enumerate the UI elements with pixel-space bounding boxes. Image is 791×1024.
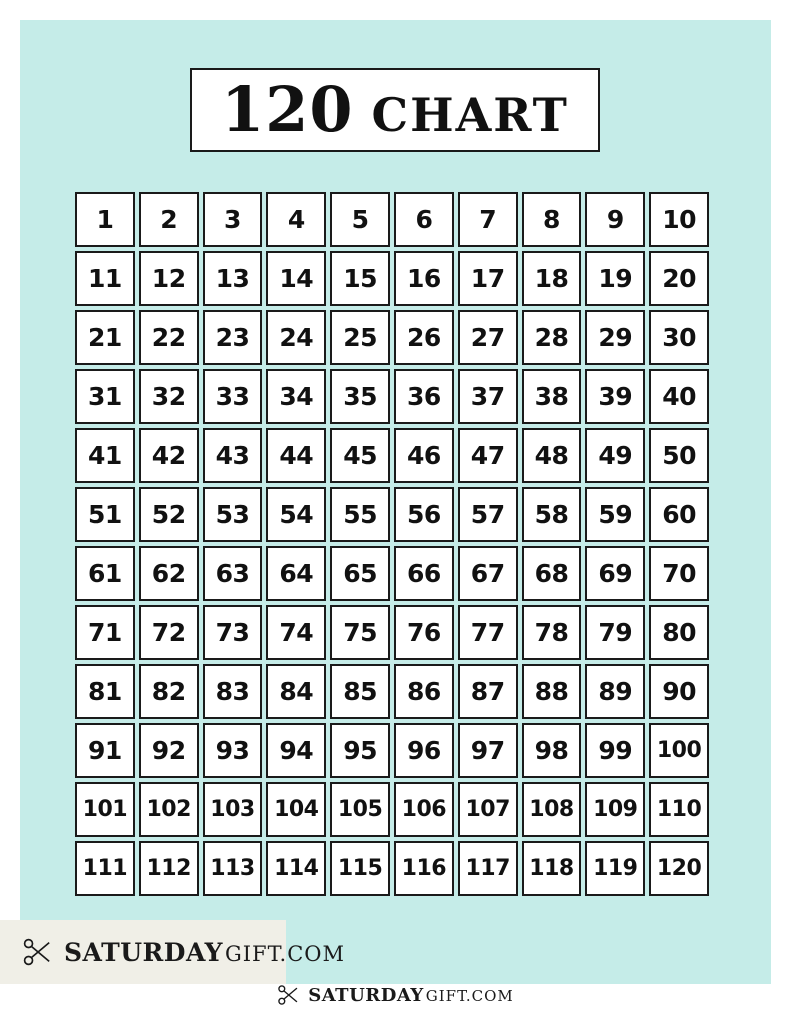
grid-cell: 25 xyxy=(330,310,390,365)
grid-cell: 111 xyxy=(75,841,135,896)
grid-cell: 85 xyxy=(330,664,390,719)
grid-cell: 99 xyxy=(585,723,645,778)
grid-cell: 74 xyxy=(266,605,326,660)
grid-cell: 11 xyxy=(75,251,135,306)
grid-cell: 89 xyxy=(585,664,645,719)
brand-secondary: GIFT.COM xyxy=(224,941,345,966)
grid-cell: 110 xyxy=(649,782,709,837)
grid-cell: 88 xyxy=(522,664,582,719)
grid-cell: 113 xyxy=(203,841,263,896)
grid-cell: 81 xyxy=(75,664,135,719)
grid-cell: 5 xyxy=(330,192,390,247)
grid-cell: 78 xyxy=(522,605,582,660)
grid-cell: 61 xyxy=(75,546,135,601)
grid-cell: 77 xyxy=(458,605,518,660)
grid-cell: 86 xyxy=(394,664,454,719)
grid-cell: 116 xyxy=(394,841,454,896)
grid-cell: 14 xyxy=(266,251,326,306)
grid-cell: 50 xyxy=(649,428,709,483)
grid-cell: 51 xyxy=(75,487,135,542)
grid-cell: 23 xyxy=(203,310,263,365)
grid-cell: 21 xyxy=(75,310,135,365)
scissors-icon xyxy=(22,937,52,967)
brand-primary: SATURDAY xyxy=(308,984,424,1006)
grid-cell: 28 xyxy=(522,310,582,365)
grid-cell: 107 xyxy=(458,782,518,837)
grid-cell: 119 xyxy=(585,841,645,896)
grid-cell: 20 xyxy=(649,251,709,306)
grid-cell: 105 xyxy=(330,782,390,837)
grid-cell: 53 xyxy=(203,487,263,542)
grid-cell: 63 xyxy=(203,546,263,601)
grid-cell: 2 xyxy=(139,192,199,247)
grid-cell: 109 xyxy=(585,782,645,837)
grid-cell: 44 xyxy=(266,428,326,483)
grid-cell: 36 xyxy=(394,369,454,424)
grid-cell: 33 xyxy=(203,369,263,424)
grid-cell: 22 xyxy=(139,310,199,365)
grid-cell: 73 xyxy=(203,605,263,660)
grid-cell: 68 xyxy=(522,546,582,601)
grid-cell: 108 xyxy=(522,782,582,837)
grid-cell: 19 xyxy=(585,251,645,306)
grid-cell: 18 xyxy=(522,251,582,306)
grid-cell: 37 xyxy=(458,369,518,424)
grid-cell: 82 xyxy=(139,664,199,719)
grid-cell: 67 xyxy=(458,546,518,601)
grid-cell: 41 xyxy=(75,428,135,483)
grid-cell: 95 xyxy=(330,723,390,778)
grid-cell: 3 xyxy=(203,192,263,247)
grid-cell: 35 xyxy=(330,369,390,424)
brand-primary: SATURDAY xyxy=(64,937,223,967)
grid-cell: 60 xyxy=(649,487,709,542)
grid-cell: 75 xyxy=(330,605,390,660)
grid-cell: 84 xyxy=(266,664,326,719)
grid-cell: 64 xyxy=(266,546,326,601)
grid-cell: 9 xyxy=(585,192,645,247)
grid-cell: 48 xyxy=(522,428,582,483)
title-word: CHART xyxy=(371,88,569,142)
grid-cell: 10 xyxy=(649,192,709,247)
grid-cell: 34 xyxy=(266,369,326,424)
page-title xyxy=(221,73,569,146)
grid-cell: 115 xyxy=(330,841,390,896)
grid-cell: 17 xyxy=(458,251,518,306)
grid-cell: 15 xyxy=(330,251,390,306)
grid-cell: 13 xyxy=(203,251,263,306)
grid-cell: 58 xyxy=(522,487,582,542)
grid-cell: 52 xyxy=(139,487,199,542)
grid-cell: 8 xyxy=(522,192,582,247)
number-grid xyxy=(75,192,709,896)
grid-cell: 7 xyxy=(458,192,518,247)
grid-cell: 26 xyxy=(394,310,454,365)
grid-cell: 118 xyxy=(522,841,582,896)
grid-cell: 38 xyxy=(522,369,582,424)
grid-cell: 69 xyxy=(585,546,645,601)
grid-cell: 70 xyxy=(649,546,709,601)
grid-cell: 24 xyxy=(266,310,326,365)
grid-cell: 91 xyxy=(75,723,135,778)
grid-cell: 93 xyxy=(203,723,263,778)
grid-cell: 94 xyxy=(266,723,326,778)
grid-cell: 62 xyxy=(139,546,199,601)
grid-cell: 1 xyxy=(75,192,135,247)
grid-cell: 49 xyxy=(585,428,645,483)
grid-cell: 31 xyxy=(75,369,135,424)
grid-cell: 117 xyxy=(458,841,518,896)
grid-cell: 80 xyxy=(649,605,709,660)
grid-cell: 92 xyxy=(139,723,199,778)
grid-cell: 27 xyxy=(458,310,518,365)
grid-cell: 46 xyxy=(394,428,454,483)
brand-wordmark xyxy=(308,985,514,1006)
grid-cell: 103 xyxy=(203,782,263,837)
grid-cell: 40 xyxy=(649,369,709,424)
grid-cell: 55 xyxy=(330,487,390,542)
grid-cell: 97 xyxy=(458,723,518,778)
grid-cell: 6 xyxy=(394,192,454,247)
scissors-icon xyxy=(277,984,299,1006)
grid-cell: 104 xyxy=(266,782,326,837)
grid-cell: 29 xyxy=(585,310,645,365)
grid-cell: 96 xyxy=(394,723,454,778)
grid-cell: 112 xyxy=(139,841,199,896)
grid-cell: 114 xyxy=(266,841,326,896)
grid-cell: 120 xyxy=(649,841,709,896)
grid-cell: 83 xyxy=(203,664,263,719)
grid-cell: 106 xyxy=(394,782,454,837)
grid-cell: 72 xyxy=(139,605,199,660)
grid-cell: 16 xyxy=(394,251,454,306)
brand-wordmark xyxy=(64,938,345,967)
chart-title-box xyxy=(190,68,600,152)
grid-cell: 100 xyxy=(649,723,709,778)
grid-cell: 59 xyxy=(585,487,645,542)
grid-cell: 101 xyxy=(75,782,135,837)
grid-cell: 30 xyxy=(649,310,709,365)
grid-cell: 79 xyxy=(585,605,645,660)
grid-cell: 87 xyxy=(458,664,518,719)
grid-cell: 56 xyxy=(394,487,454,542)
grid-cell: 66 xyxy=(394,546,454,601)
grid-cell: 12 xyxy=(139,251,199,306)
grid-cell: 4 xyxy=(266,192,326,247)
grid-cell: 57 xyxy=(458,487,518,542)
grid-cell: 98 xyxy=(522,723,582,778)
grid-cell: 43 xyxy=(203,428,263,483)
grid-cell: 32 xyxy=(139,369,199,424)
grid-cell: 90 xyxy=(649,664,709,719)
grid-cell: 65 xyxy=(330,546,390,601)
grid-cell: 47 xyxy=(458,428,518,483)
grid-cell: 42 xyxy=(139,428,199,483)
grid-cell: 71 xyxy=(75,605,135,660)
grid-cell: 76 xyxy=(394,605,454,660)
grid-cell: 102 xyxy=(139,782,199,837)
brand-secondary: GIFT.COM xyxy=(425,986,514,1005)
grid-cell: 45 xyxy=(330,428,390,483)
grid-cell: 39 xyxy=(585,369,645,424)
title-number: 120 xyxy=(221,73,354,146)
grid-cell: 54 xyxy=(266,487,326,542)
bottom-brand xyxy=(0,975,791,1015)
